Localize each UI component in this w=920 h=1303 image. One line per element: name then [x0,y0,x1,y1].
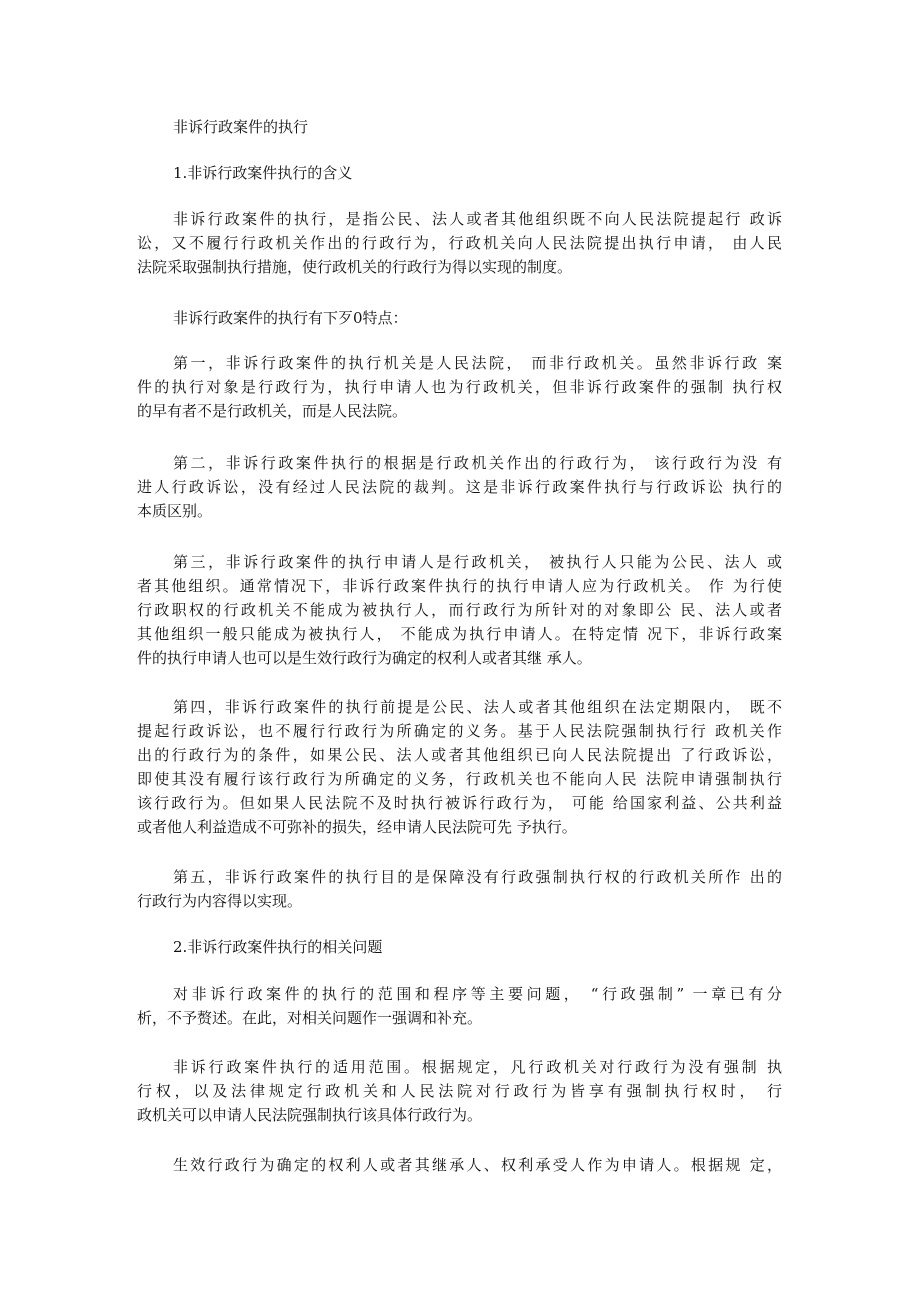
paragraph-scope [137,1055,782,1127]
paragraph-line: 非诉行政案件的执行，是指公民、法人或者其他组织既不向人民法院提起行 政诉 [173,210,782,228]
paragraph-line: 本质区别。 [137,502,213,520]
paragraph-line: 件的执行申请人也可以是生效行政行为确定的权利人或者其继 承人。 [137,649,592,667]
paragraph-line: 行权，以及法律规定行政机关和人民法院对行政行为皆享有强制执行权时， 行 [137,1082,782,1100]
paragraph-line: 讼，又不履行行政机关作出的行政行为，行政机关向人民法院提出执行申请， 由人民 [137,234,782,252]
paragraph-line: 或者他人利益造成不可弥补的损失，经申请人民法院可先 予执行。 [137,818,577,836]
paragraph-line: 出的行政行为的条件，如果公民、法人或者其他组织已向人民法院提出 了行政诉讼， [137,746,782,764]
paragraph-line: 法院采取强制执行措施，使行政机关的行政行为得以实现的制度。 [137,258,573,276]
paragraph-line: 第一，非诉行政案件的执行机关是人民法院， 而非行政机关。虽然非诉行政 案 [173,354,782,372]
paragraph-line: 该行政行为。但如果人民法院不及时执行被诉行政行为， 可能 给国家利益、公共利益 [137,794,782,812]
paragraph-feature-5 [137,865,782,913]
paragraph-line: 提起行政诉讼，也不履行行政行为所确定的义务。基于人民法院强制执行行 政机关作 [137,722,782,740]
document-title: 非诉行政案件的执行 [173,118,309,136]
paragraph-line: 第二，非诉行政案件执行的根据是行政机关作出的行政行为， 该行政行为没 有 [173,454,782,472]
paragraph-line: 生效行政行为确定的权利人或者其继承人、权利承受人作为申请人。根据规 定， [173,1156,782,1174]
paragraph-line: 行政行为内容得以实现。 [137,892,303,910]
paragraph-line: 政机关可以申请人民法院强制执行该具体行政行为。 [137,1106,483,1124]
paragraph-line: 对非诉行政案件的执行的范围和程序等主要问题， “行政强制” 一章已有分 [173,985,782,1003]
paragraph-line: 者其他组织。通常情况下，非诉行政案件执行的执行申请人应为行政机关。 作 为行使 [137,577,782,595]
paragraph-line: 其他组织一般只能成为被执行人， 不能成为执行申请人。在特定情 况下，非诉行政案 [137,625,782,643]
paragraph-line: 进人行政诉讼，没有经过人民法院的裁判。这是非诉行政案件执行与行政诉讼 执行的 [137,478,782,496]
paragraph-feature-1 [137,351,782,423]
paragraph-line: 非诉行政案件执行的适用范围。根据规定，凡行政机关对行政行为没有强制 执 [173,1058,782,1076]
paragraph-line: 析，不予赘述。在此，对相关问题作一强调和补充。 [137,1009,483,1027]
paragraph-feature-3 [137,550,782,670]
paragraph-definition [137,207,782,279]
paragraph-feature-2 [137,451,782,523]
paragraph-line: 行政职权的行政机关不能成为被执行人，而行政行为所针对的对象即公 民、法人或者 [137,601,782,619]
paragraph-line: 第五，非诉行政案件的执行目的是保障没有行政强制执行权的行政机关所作 出的 [173,868,782,886]
paragraph-line: 非诉行政案件的执行有下歹0特点： [173,309,408,327]
paragraph-line: 第四，非诉行政案件的执行前提是公民、法人或者其他组织在法定期限内， 既不 [173,698,782,716]
section-2-heading: 2.非诉行政案件执行的相关问题 [173,938,383,956]
paragraph-related-issues [137,982,782,1030]
paragraph-features-intro [137,306,782,330]
paragraph-line: 即使其没有履行该行政行为所确定的义务，行政机关也不能向人民 法院申请强制执行 [137,770,782,788]
paragraph-line: 件的执行对象是行政行为，执行申请人也为行政机关，但非诉行政案件的强制 执行权 [137,378,782,396]
paragraph-applicant [137,1153,782,1177]
paragraph-line: 的早有者不是行政机关，而是人民法院。 [137,402,408,420]
section-1-heading: 1.非诉行政案件执行的含义 [173,164,353,182]
paragraph-line: 第三，非诉行政案件的执行申请人是行政机关， 被执行人只能为公民、法人 或 [173,553,782,571]
paragraph-feature-4 [137,695,782,839]
